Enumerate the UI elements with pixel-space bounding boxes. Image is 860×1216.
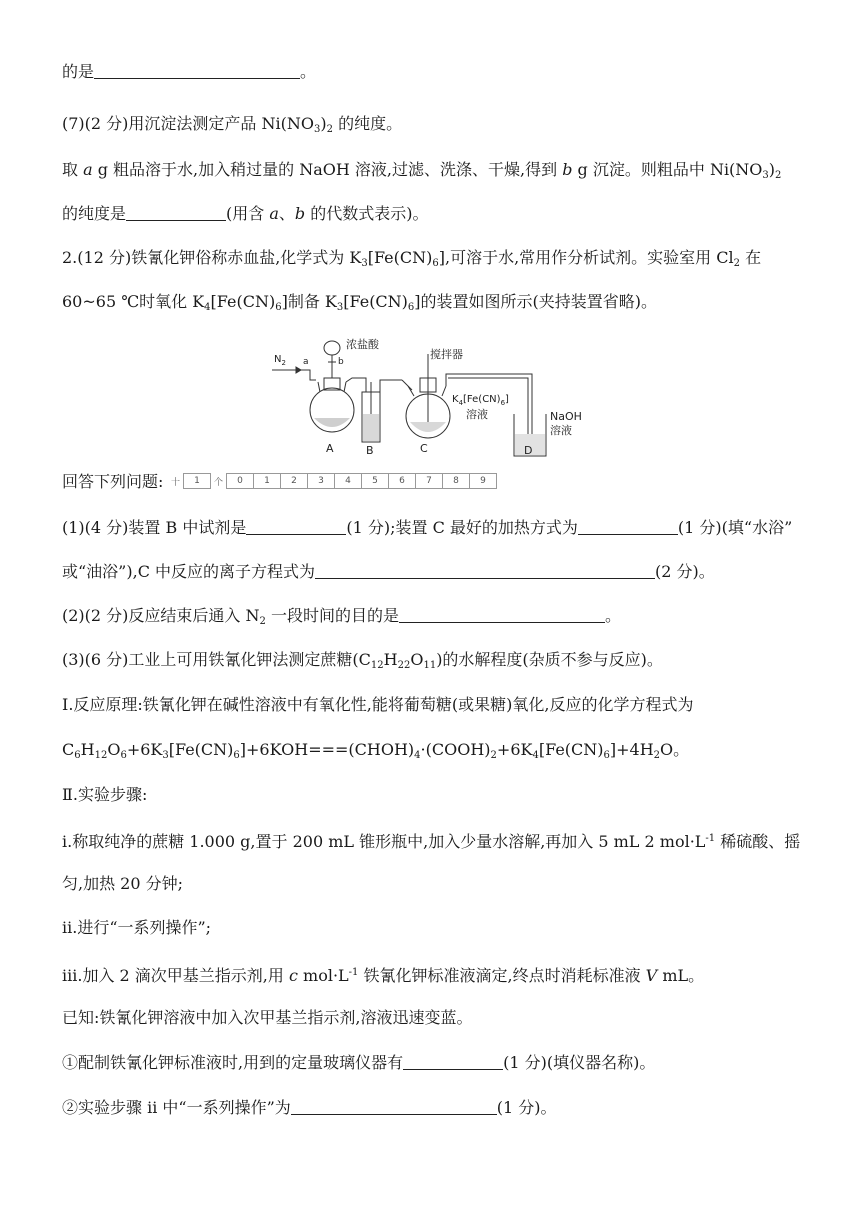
question-7: (7)(2 分)用沉淀法测定产品 $Ni(NO_3)_2$ 的纯度。 — [62, 114, 403, 135]
label-a: A — [326, 442, 334, 455]
step-ii: ii.进行“一系列操作”; — [62, 918, 212, 937]
label-d: D — [524, 444, 533, 457]
solution-label: 溶液 — [466, 408, 488, 421]
answer-blank[interactable] — [94, 62, 300, 79]
valve-a-label: a — [303, 357, 309, 367]
subquestion-2: (2)(2 分)反应结束后通入 $N_2$ 一段时间的目的是 。 — [62, 606, 621, 627]
text-line: 的纯度是 (用含 a、b 的代数式表示)。 — [62, 204, 429, 223]
subquestion-1: (1)(4 分)装置 B 中试剂是 (1 分);装置 C 最好的加热方式为 (1 分)(填“水浴” — [62, 518, 793, 537]
step-iii: iii.加入 2 滴次甲基兰指示剂,用 c $mol\cdot L^{-1}$ 铁氰化钾标准液滴定,终点时消耗标准液 V mL。 — [62, 966, 705, 985]
reagent-label: $K_4[Fe(CN)_6]$ — [452, 394, 509, 407]
equation: $C_6H_{12}O_6+6K_3[Fe(CN)_6]+6KOH===(CHOH)_4\cdot(COOH)_2+6K_4[Fe(CN)_6]+4H_2O$。 — [62, 740, 690, 761]
digit-cell: 5 — [362, 473, 389, 489]
text-line: 匀,加热 20 分钟; — [62, 874, 184, 893]
answer-blank[interactable] — [578, 518, 678, 535]
answer-blank[interactable] — [315, 562, 655, 579]
label-c: C — [420, 442, 428, 455]
digit-cell: 4 — [335, 473, 362, 489]
hcl-label: 浓盐酸 — [346, 338, 379, 351]
answer-blank[interactable] — [399, 606, 605, 623]
number-box: 十 1 个 0 1 2 3 4 5 6 7 8 9 — [168, 473, 497, 489]
valve-b-label: b — [338, 357, 344, 367]
digit-cell: 7 — [416, 473, 443, 489]
subquestion-c1: ①配制铁氰化钾标准液时,用到的定量玻璃仪器有 (1 分)(填仪器名称)。 — [62, 1053, 656, 1072]
digit-cell: 0 — [226, 473, 254, 489]
subquestion-c2: ②实验步骤 ii 中“一系列操作”为 (1 分)。 — [62, 1098, 557, 1117]
text-line: 已知:铁氰化钾溶液中加入次甲基兰指示剂,溶液迅速变蓝。 — [62, 1008, 473, 1027]
naoh-label: NaOH — [550, 410, 582, 423]
digit-cell: 9 — [470, 473, 497, 489]
text-line: 60~65 ℃时氧化 $K_4[Fe(CN)_6]$制备 $K_3[Fe(CN)_6]$的装置如图所示(夹持装置省略)。 — [62, 292, 658, 313]
answer-blank[interactable] — [291, 1098, 497, 1115]
digit-cell: 2 — [281, 473, 308, 489]
answer-blank[interactable] — [126, 204, 226, 221]
answer-blank[interactable] — [246, 518, 346, 535]
digit-cell: 8 — [443, 473, 470, 489]
digit-cell: 6 — [389, 473, 416, 489]
text-line: 取 a g 粗品溶于水,加入稍过量的 NaOH 溶液,过滤、洗涤、干燥,得到 b g 沉淀。则粗品中 $Ni(NO_3)_2$ — [62, 160, 782, 181]
naoh-solution-label: 溶液 — [550, 424, 572, 437]
apparatus-diagram — [270, 334, 600, 460]
subquestion-3: (3)(6 分)工业上可用铁氰化钾法测定蔗糖$(C_{12}H_{22}O_{11})$的水解程度(杂质不参与反应)。 — [62, 650, 663, 671]
text-line: Ⅰ.反应原理:铁氰化钾在碱性溶液中有氧化性,能将葡萄糖(或果糖)氧化,反应的化学方程式为 — [62, 695, 694, 714]
digit-cell: 1 — [254, 473, 281, 489]
number-cell: 1 — [183, 473, 211, 489]
text-line: 或“油浴”),C 中反应的离子方程式为 (2 分)。 — [62, 562, 715, 581]
digit-cell: 3 — [308, 473, 335, 489]
label-b: B — [366, 444, 374, 457]
text-line: Ⅱ.实验步骤: — [62, 785, 148, 804]
stirrer-label: 搅拌器 — [430, 348, 463, 361]
question-2: 2.(12 分)铁氰化钾俗称赤血盐,化学式为 $K_3[Fe(CN)_6]$,可溶于水,常用作分析试剂。实验室用 $Cl_2$ 在 — [62, 248, 762, 269]
instruction: 回答下列问题: — [62, 472, 164, 491]
n2-label: $N_2$ — [274, 354, 286, 367]
step-i: i.称取纯净的蔗糖 1.000 g,置于 200 mL 锥形瓶中,加入少量水溶解,再加入 5 mL 2 $mol\cdot L^{-1}$ 稀硫酸、摇 — [62, 832, 801, 851]
answer-blank[interactable] — [403, 1053, 503, 1070]
text-line: 的是 。 — [62, 62, 317, 81]
